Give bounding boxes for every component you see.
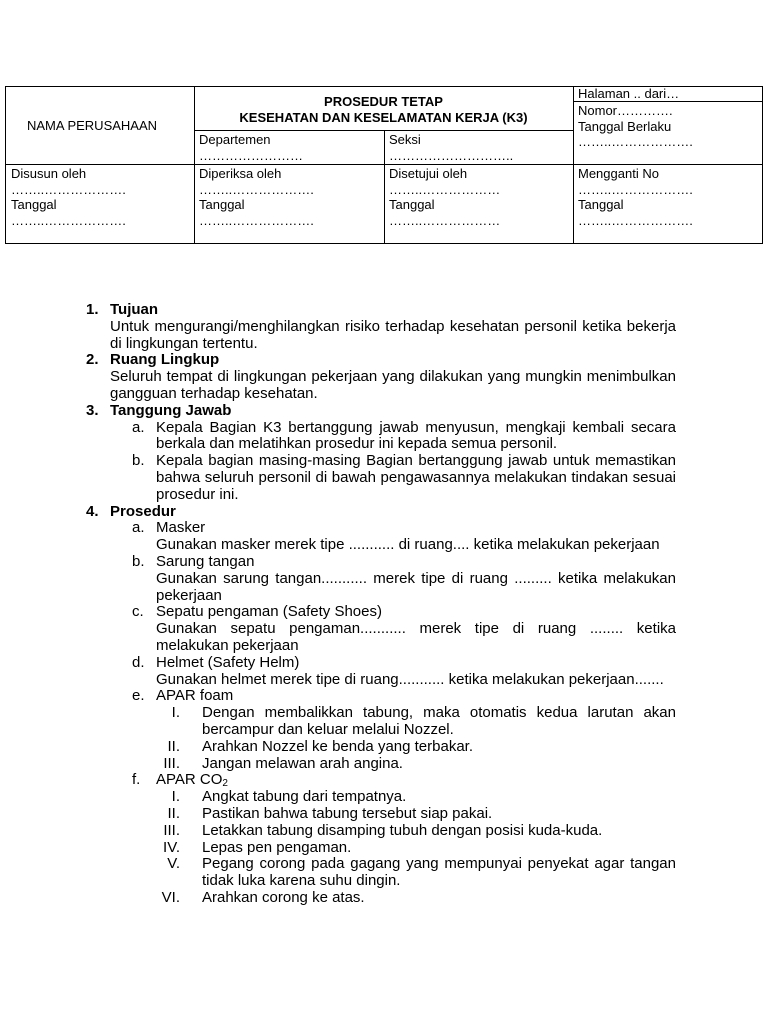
nomor-cell [573,103,763,150]
tanggal-label: Tanggal [389,197,435,212]
halaman-label: Halaman .. dari… [578,86,680,101]
list-item [86,420,676,454]
seksi-label: Seksi [389,132,421,147]
grid-line [194,130,573,131]
item-name: Sarung tangan [156,552,255,570]
disusun-dots: ……..………………. [11,181,126,197]
item-text: Gunakan masker merek tipe ........... di ruang.... ketika melakukan pekerjaan [156,536,660,554]
step-text: Angkat tabung dari tempatnya. [202,788,407,806]
document-title [194,94,573,125]
item-letter: f. [132,771,141,789]
step-text: Pegang corong pada gagang yang mempunyai penyekat agar tangan tidak luka karena suhu dingin. [202,855,676,890]
procedure-body [86,302,676,907]
subscript: 2 [222,778,228,790]
tanggal-dots: ……..………………. [199,212,314,228]
item-name: APAR foam [156,687,234,705]
item-name [156,772,676,789]
list-item [86,604,676,654]
section-title: Prosedur [110,502,176,520]
step-item [86,890,676,907]
diperiksa-label: Diperiksa oleh [199,166,282,181]
tanggal-label: Tanggal [11,197,57,212]
document-header-table [5,86,763,244]
step-number: III. [163,754,180,772]
departemen-cell [194,132,384,163]
departemen-dots: …………………… [199,147,303,163]
item-text: Kepala Bagian K3 bertanggung jawab menyusun, mengkaji kembali secara berkala dan melatihkan prosedur ini kepada semua personil. [156,418,676,453]
list-item [86,655,676,689]
halaman-cell [573,86,763,102]
step-number: V. [167,855,180,873]
section-number: 1. [86,301,99,318]
item-letter: a. [132,519,145,537]
mengganti-label: Mengganti No [578,166,659,181]
item-text: Gunakan sarung tangan........... merek tipe di ruang ......... ketika melakukan pekerjaan [156,569,676,604]
disusun-cell [6,166,194,228]
step-text: Letakkan tabung disamping tubuh dengan posisi kuda-kuda. [202,821,603,839]
section-tujuan [86,302,676,352]
section-number: 3. [86,401,99,419]
list-item [86,520,676,554]
step-number: II. [167,804,180,822]
disetujui-dots: ……..……………… [389,181,501,197]
departemen-label: Departemen [199,132,271,147]
step-number: I. [171,788,180,806]
step-number: IV. [163,838,180,856]
disetujui-label: Disetujui oleh [389,166,468,181]
tanggal-dots: ……..………………. [578,212,693,228]
step-item [86,739,676,756]
step-item [86,840,676,857]
disusun-label: Disusun oleh [11,166,87,181]
item-name: Sepatu pengaman (Safety Shoes) [156,603,382,621]
item-letter: d. [132,653,145,671]
step-text: Jangan melawan arah angina. [202,754,403,772]
list-item [86,688,676,772]
step-text: Arahkan corong ke atas. [202,888,365,906]
section-text: Untuk mengurangi/menghilangkan risiko terhadap kesehatan personil ketika bekerja di lingkungan tertentu. [110,317,676,352]
step-item [86,756,676,773]
item-letter: b. [132,552,145,570]
title-line-1: PROSEDUR TETAP [324,94,443,109]
step-text: Dengan membalikkan tabung, maka otomatis kedua larutan akan bercampur dan keluar melalui Nozzel. [202,704,676,738]
step-text: Arahkan Nozzel ke benda yang terbakar. [202,737,474,755]
seksi-cell [384,132,573,163]
step-item [86,856,676,890]
step-number: II. [167,737,180,755]
title-line-2: KESEHATAN DAN KESELAMATAN KERJA (K3) [239,109,528,125]
seksi-dots: ……………………….. [389,147,514,163]
nomor-label: Nomor…………. [578,103,673,118]
mengganti-dots: ……..………………. [578,181,693,197]
list-item [86,772,676,906]
disetujui-cell [384,166,573,228]
diperiksa-cell [194,166,384,228]
item-text: Gunakan sepatu pengaman........... merek tipe di ruang ........ ketika melakukan pekerjaan [156,620,676,654]
step-item [86,789,676,806]
item-letter: c. [132,603,144,621]
step-number: III. [163,821,180,839]
section-number: 2. [86,351,99,369]
step-item [86,806,676,823]
company-name: NAMA PERUSAHAAN [27,118,158,133]
tanggal-label: Tanggal [199,197,245,212]
section-title: Tanggung Jawab [110,401,232,419]
item-letter: a. [132,418,145,436]
item-name-text: APAR CO [156,771,223,789]
item-letter: e. [132,687,145,705]
step-number: I. [171,704,180,722]
section-prosedur [86,504,676,907]
item-text: Gunakan helmet merek tipe di ruang........... ketika melakukan pekerjaan....... [156,670,664,688]
step-number: VI. [161,888,180,906]
step-item [86,705,676,739]
tanggal-label: Tanggal [578,197,624,212]
tanggal-dots: ……..………………. [11,212,126,228]
step-text: Pastikan bahwa tabung tersebut siap pakai. [202,804,493,822]
tanggal-berlaku-label: Tanggal Berlaku [578,118,672,134]
item-name: Masker [156,519,206,537]
section-title: Tujuan [110,301,159,318]
list-item [86,453,676,503]
section-number: 4. [86,502,99,520]
company-name-cell [6,118,194,134]
step-item [86,823,676,840]
item-letter: b. [132,452,145,470]
list-item [86,554,676,604]
item-name: Helmet (Safety Helm) [156,653,300,671]
section-ruang-lingkup [86,352,676,402]
section-tanggung-jawab [86,403,676,504]
item-text: Kepala bagian masing-masing Bagian bertanggung jawab untuk memastikan bahwa seluruh personil di bawah pengawasannya melakukan tindakan sesuai prosedur ini. [156,452,676,503]
diperiksa-dots: ……..………………. [199,181,314,197]
step-text: Lepas pen pengaman. [202,838,352,856]
tanggal-dots: ……..……………… [389,212,501,228]
section-text: Seluruh tempat di lingkungan pekerjaan yang dilakukan yang mungkin menimbulkan gangguan terhadap kesehatan. [110,368,676,402]
grid-line [6,164,762,165]
mengganti-cell [573,166,763,228]
section-title: Ruang Lingkup [110,351,220,369]
tanggal-berlaku-dots: ……..………………. [578,134,693,149]
